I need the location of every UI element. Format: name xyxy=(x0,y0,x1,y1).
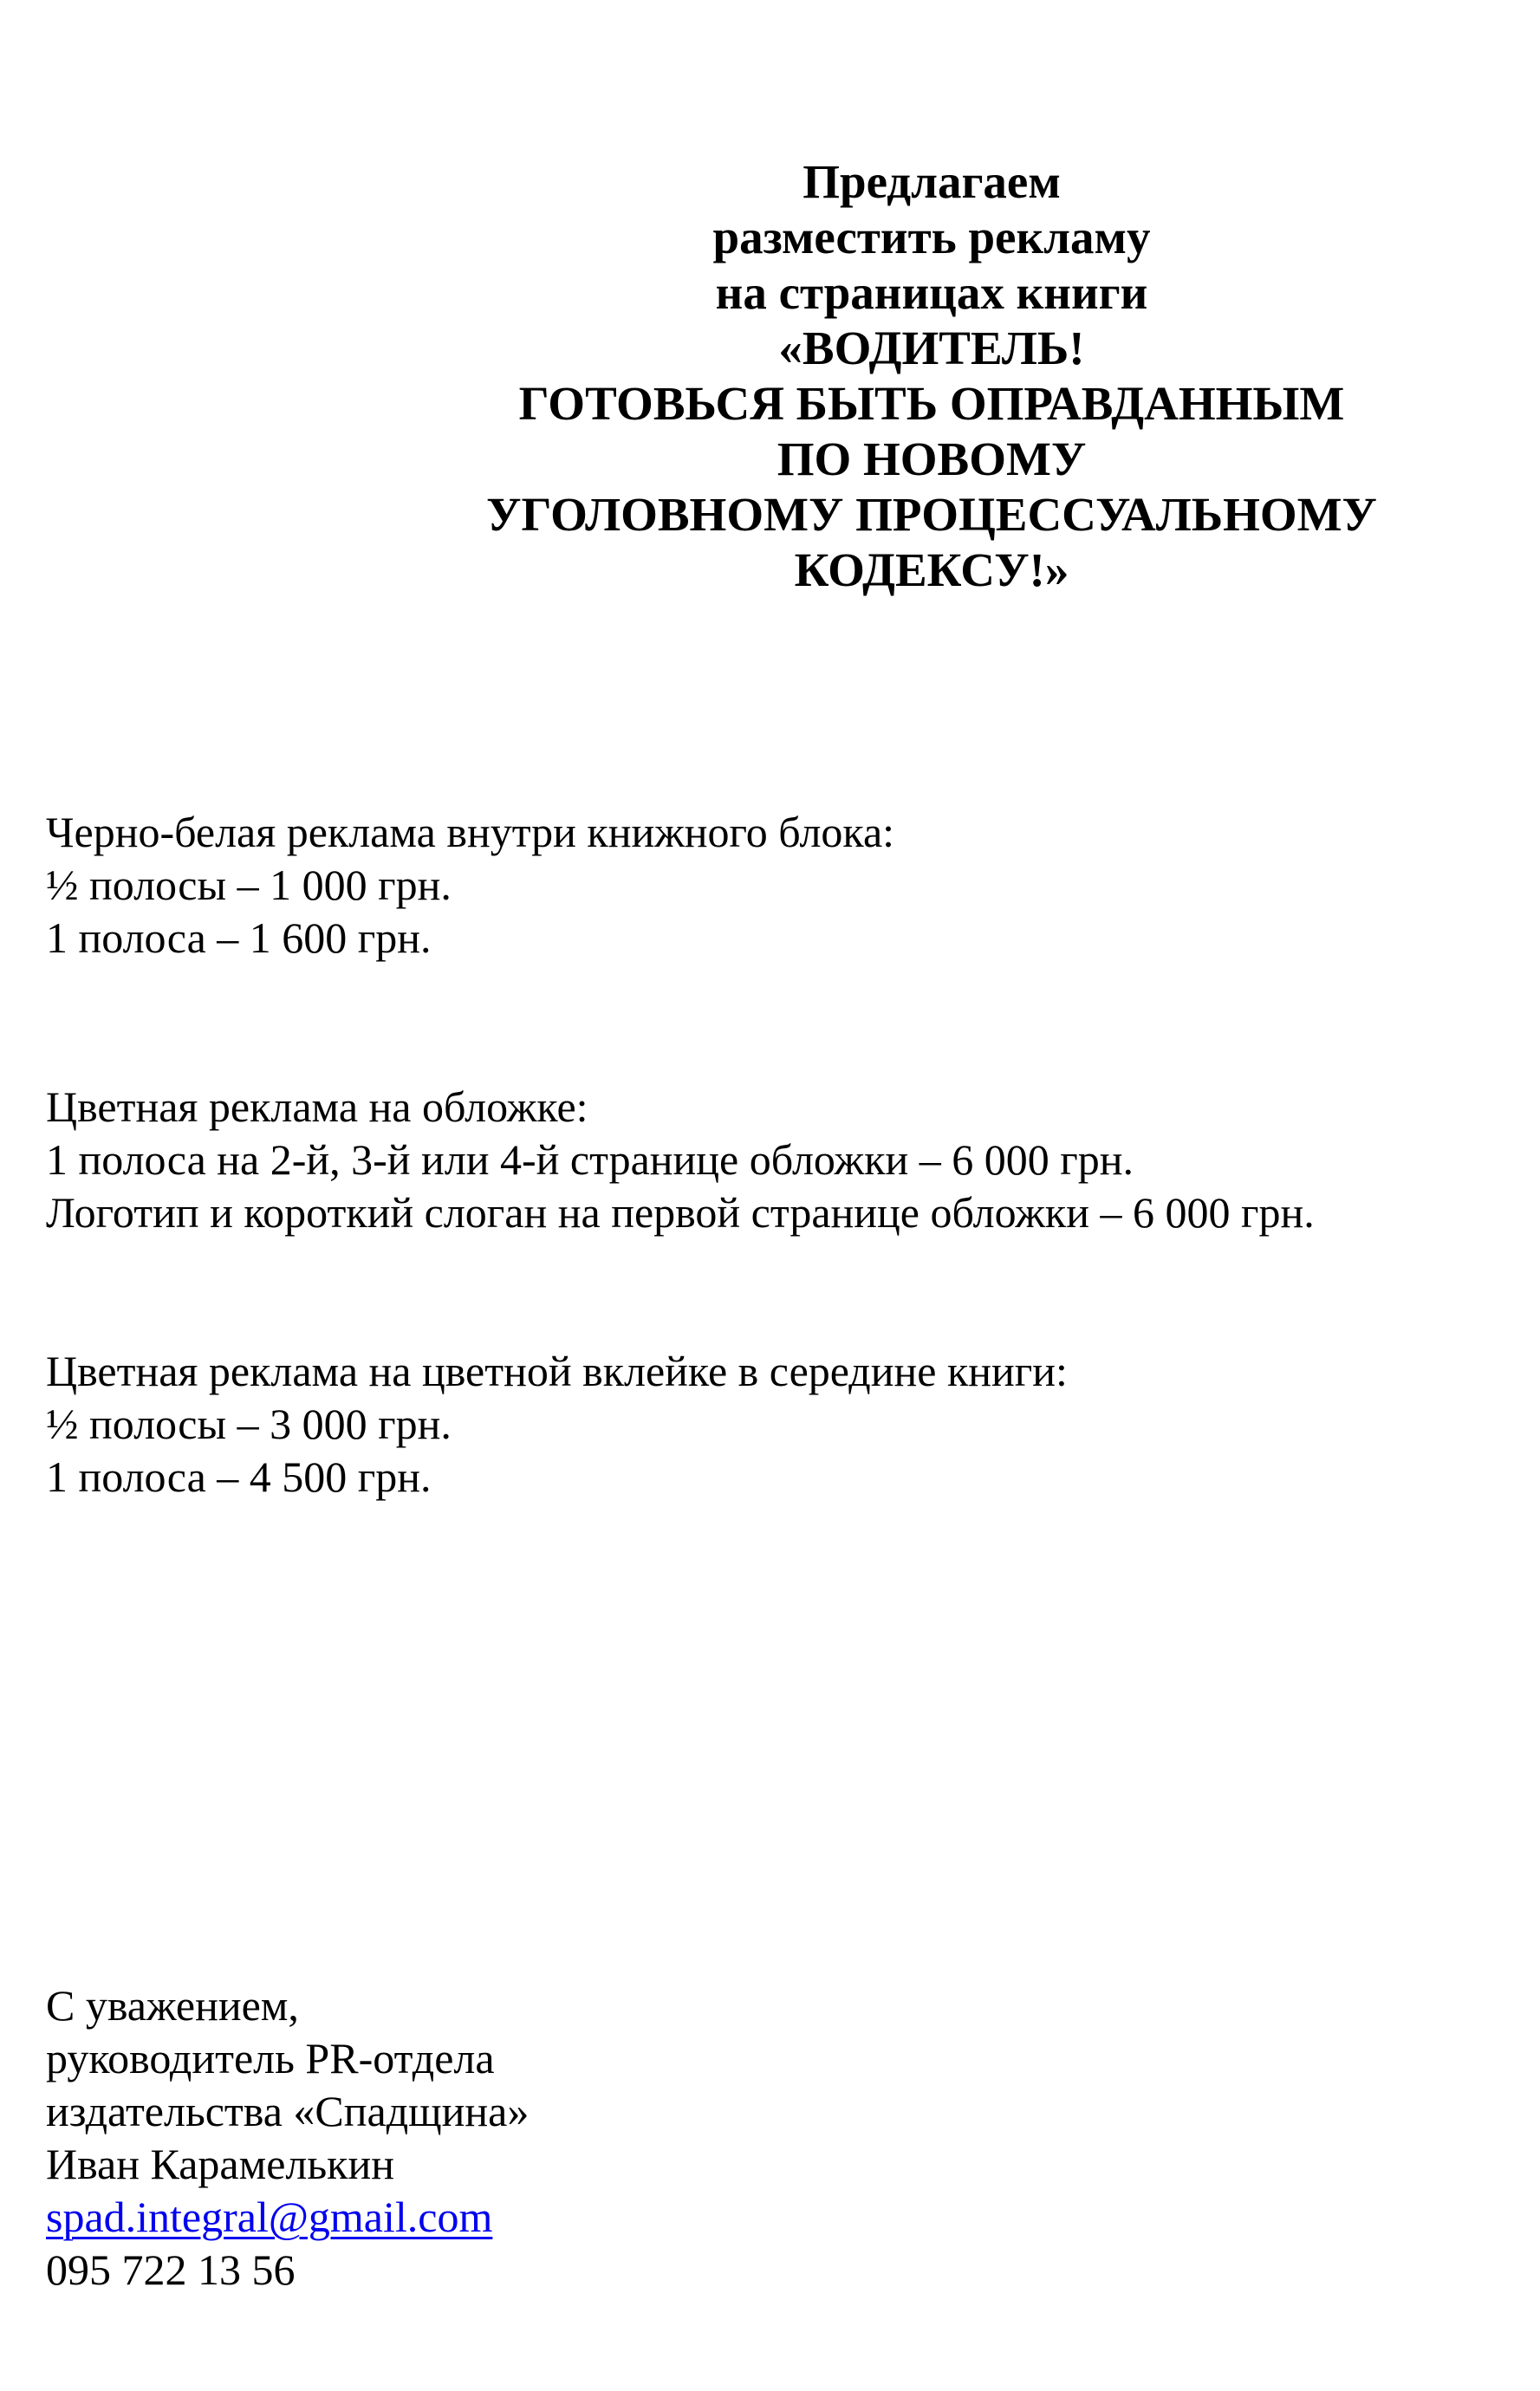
price-item: ½ полосы – 1 000 грн. xyxy=(46,861,452,909)
signature-name: Иван Карамелькин xyxy=(46,2140,394,2188)
price-item: ½ полосы – 3 000 грн. xyxy=(46,1400,452,1448)
title-line: ГОТОВЬСЯ БЫТЬ ОПРАВДАННЫМ xyxy=(518,377,1345,430)
title-line: УГОЛОВНОМУ ПРОЦЕССУАЛЬНОМУ xyxy=(486,488,1377,541)
insert-ad-pricing-section xyxy=(46,1345,1502,1504)
section-heading: Черно-белая реклама внутри книжного блока: xyxy=(46,808,895,856)
title-line: разместить рекламу xyxy=(712,211,1151,263)
signature-greeting: С уважением, xyxy=(46,1981,299,2030)
section-heading: Цветная реклама на цветной вклейке в середине книги: xyxy=(46,1347,1068,1395)
price-item: Логотип и короткий слоган на первой странице обложки – 6 000 грн. xyxy=(46,1188,1315,1237)
signature-email-line xyxy=(46,2191,1502,2244)
title-line: ПО НОВОМУ xyxy=(776,432,1087,485)
title-line: «ВОДИТЕЛЬ! xyxy=(778,322,1085,374)
signature-organization: издательства «Спадщина» xyxy=(46,2087,530,2135)
price-item: 1 полоса на 2-й, 3-й или 4-й странице обложки – 6 000 грн. xyxy=(46,1135,1134,1184)
title-line: Предлагаем xyxy=(802,155,1061,208)
price-item: 1 полоса – 1 600 грн. xyxy=(46,913,432,962)
document-title xyxy=(451,154,1413,598)
title-line: на страницах книги xyxy=(715,266,1148,319)
signature-block xyxy=(46,1979,1502,2297)
email-link[interactable]: spad.integral@gmail.com xyxy=(46,2193,493,2241)
title-line: КОДЕКСУ!» xyxy=(794,543,1069,596)
signature-phone: 095 722 13 56 xyxy=(46,2245,296,2294)
section-heading: Цветная реклама на обложке: xyxy=(46,1082,588,1131)
signature-position: руководитель PR-отдела xyxy=(46,2034,495,2082)
price-item: 1 полоса – 4 500 грн. xyxy=(46,1452,432,1501)
cover-ad-pricing-section xyxy=(46,1081,1502,1239)
bw-ad-pricing-section xyxy=(46,806,1502,965)
